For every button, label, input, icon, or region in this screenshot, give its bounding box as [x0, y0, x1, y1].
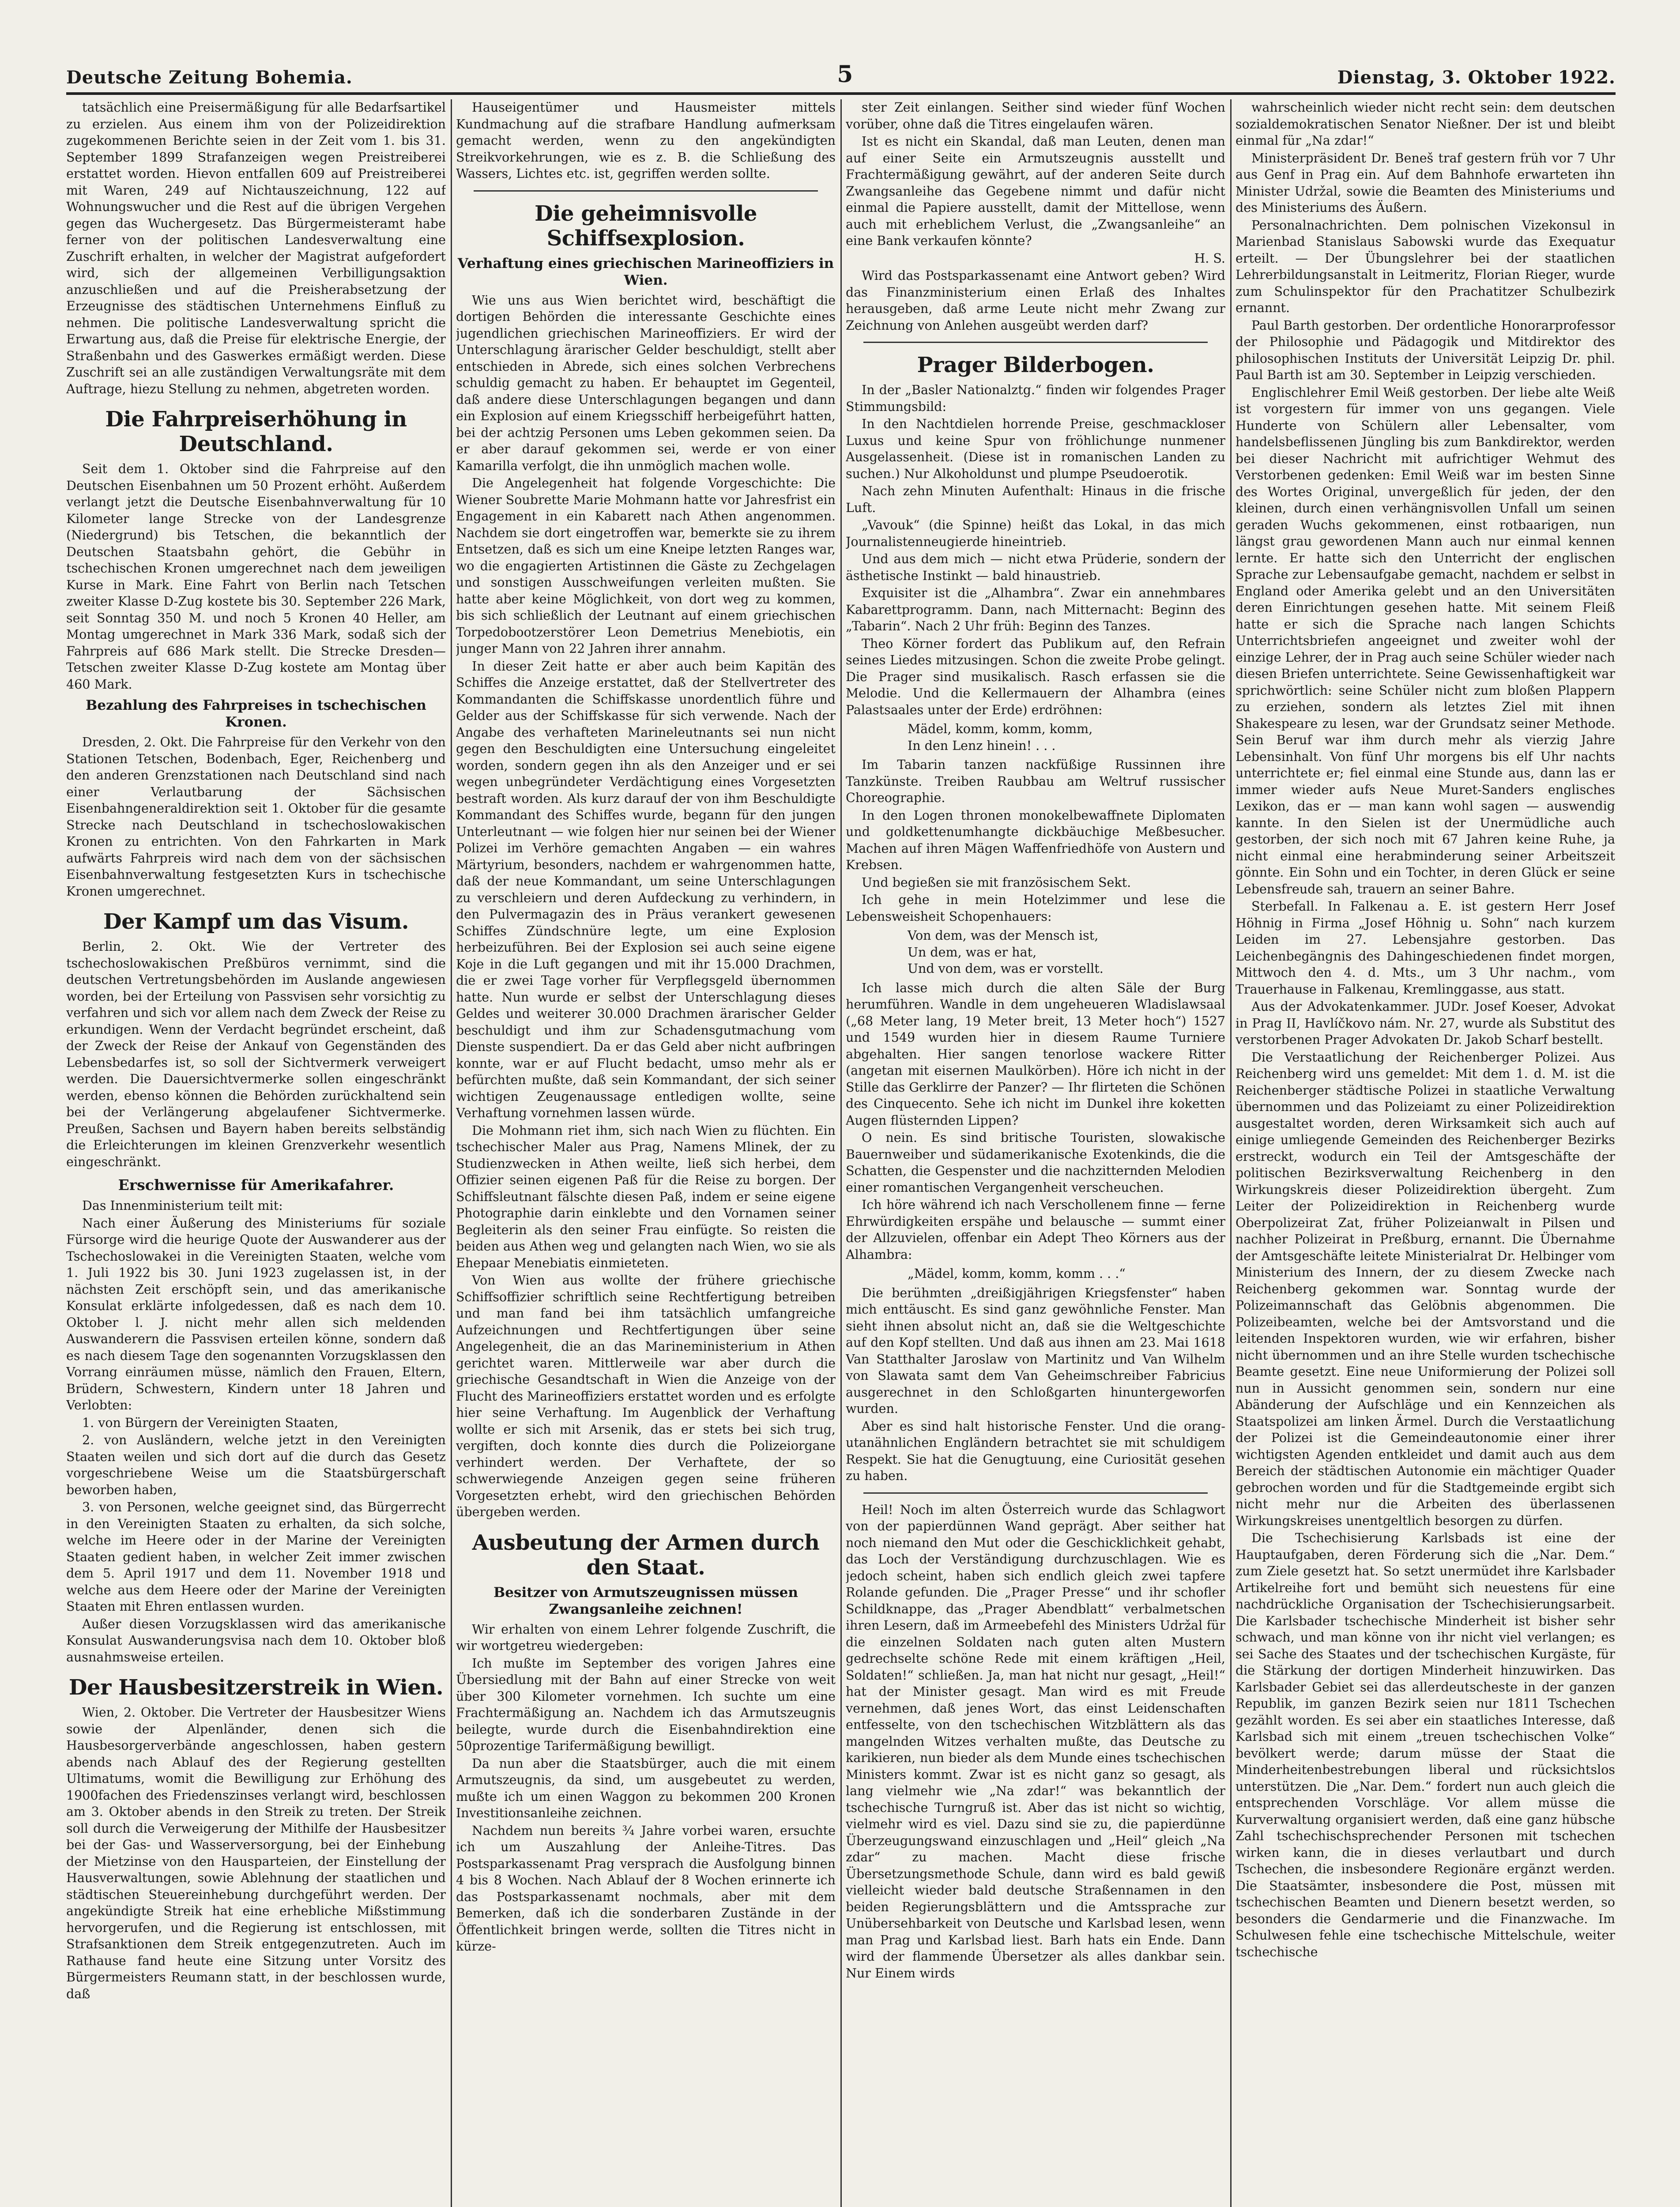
- article-paragraph: 2. von Ausländern, welche jetzt in den Vereinigten Staaten weilen und sich dort auf die durch das Gesetz vorgeschriebene Weise um die Staatsbürgerschaft beworben haben,: [66, 1433, 446, 1497]
- article-paragraph: Wird das Postsparkassenamt eine Antwort geben? Wird das Finanzministerium einen Erlaß des Inhaltes herausgeben, daß arme Leute nicht mehr Zwang zur Zeichnung von Anlehen ausgeübt werden darf?: [846, 268, 1225, 333]
- article-paragraph: wahrscheinlich wieder nicht recht sein: dem deutschen sozialdemokratischen Senator Nießner. Der ist und bleibt einmal für „Na zdar!“: [1236, 100, 1615, 148]
- article-paragraph: Nachdem nun bereits ¾ Jahre vorbei waren, ersuchte ich um Auszahlung der Anleihe-Titres. Das Postsparkassenamt Prag versprach die Ausfolgung binnen 4 bis 8 Wochen. Nach Ablauf der 8 Wochen erinnerte ich das Postsparkassenamt nochmals, aber mit dem Bemerken, daß ich die sonderbaren Zustände in der Öffentlichkeit bringen werde, sollten die Titres nicht in kürze-: [456, 1823, 836, 1954]
- news-item: Die Tschechisierung Karlsbads ist eine der Hauptaufgaben, deren Förderung sich die „Nar. Dem.“ zum Ziele gesetzt hat. So setzt unermüdet ihre Karlsbader Artikelreihe fort und bemüht sich neuestens für eine nachdrückliche Organisation der Tschechisierungsarbeit. Die Karlsbader tschechische Minderheit ist bisher sehr schwach, und man könne von ihr nicht viel verlangen; es sei Sache des Staates und der tschechischen Kurgäste, für die Stärkung der dortigen Minderheit hinzuwirken. Das Karlsbader Gebiet sei das allerdeutscheste in der ganzen Republik, im ganzen Bezirk seien nur 1811 Tschechen gezählt worden. Es sei aber ein staatliches Interesse, daß Karlsbad sich mit einem „treuen tschechischen Volke“ bevölkert werde; darum müsse der Staat die Minderheitenbestrebungen liberal und rücksichtslos unterstützen. Die „Nar. Dem.“ fordert nun auch gleich die entsprechenden Vorschläge. Vor allem müsse die Kurverwaltung organisiert werden, daß eine ganz hübsche Zahl tschechischsprechender Personen mit tschechen wirken kann, die in dieses verlautbart und durch Tschechen, die insbesondere Regionäre ergänzt werden. Die Staatsämter, insbesondere die Post, müssen mit tschechischen Beamten und Dienern besetzt werden, so besonders die Gendarmerie und die Finanzwache. Im Schulwesen fehle eine tschechische Mittelschule, weiter tschechische: [1236, 1531, 1615, 1959]
- news-item: Aus der Advokatenkammer. JUDr. Josef Koeser, Advokat in Prag II, Havlíčkovo nám. Nr. 27, wurde als Substitut des verstorbenen Prager Advokaten Dr. Jakob Scharf bestellt.: [1236, 999, 1615, 1047]
- article-paragraph: Heil! Noch im alten Österreich wurde das Schlagwort von der papierdünnen Wand geprägt. Aber seither hat noch niemand den Mut oder die Geschicklichkeit gehabt, das Loch der Verständigung durchzuschlagen. Wie es jedoch scheint, haben sich endlich gleich zwei tapfere Rolande gefunden. Die „Prager Presse“ und ihr schofler Schildknappe, das „Prager Abendblatt“ verbalmetschen ihren Lesern, daß im Armeebefehl des Ministers Udržal für die einzelnen Soldaten nach guten alten Mustern gedrechselte schöne Rede mit einem kräftigen „Heil, Soldaten!“ schließen. Ja, man hat nicht nur gesagt, „Heil!“ hat der Minister gesagt. Man wird es mit Freude vernehmen, daß jenes Wort, das einst Leidenschaften entfesselte, von den tschechischen Witzblättern als das mangelnden Witzes verhalten mußte, das Deutsche zu karikieren, nun bieder als dem Munde eines tschechischen Ministers kommt. Zwar ist es nicht ganz so gesagt, als lang vielmehr wie „Na zdar!“ was bekanntlich der tschechische Turngruß ist. Aber das ist nicht so wichtig, vielmehr wird es viel. Dazu sind sie zu, die papierdünne Überzeugungswand einzuschlagen und „Heil“ gleich „Na zdar“ zu machen. Macht diese frische Übersetzungsmethode Schule, dann wird es bald gewiß vielleicht wieder bald deutsche Straßennamen in den beiden Regierungsblättern und die Amtssprache zur Unübersehbarkeit von Deutsche und Karlsbad lesen, wenn man Prag und Karlsbad liest. Barh hats ein Ende. Dann wird der flammende Übersetzer als alles dankbar sein. Nur Einem wirds: [846, 1502, 1225, 1981]
- article-paragraph: Seit dem 1. Oktober sind die Fahrpreise auf den Deutschen Eisenbahnen um 50 Prozent erhöht. Außerdem verlangt jetzt die Deutsche Eisenbahnverwaltung für 10 Kilometer lange Strecke von der Landesgrenze (Niedergrund) bis Tetschen, die bekanntlich der Deutschen Staatsbahn gehört, die Gebühr in tschechischen Kronen umgerechnet nach dem jeweiligen Kurse in Mark. Eine Fahrt von Berlin nach Tetschen zweiter Klasse D-Zug kostete bis 30. September 226 Mark, seit Sonntag 350 M. und noch 5 Kronen 40 Heller, am Montag umgerechnet in Mark 336 Mark, sodaß sich der Fahrpreis auf 686 Mark stellt. Die Strecke Dresden—Tetschen zweiter Klasse D-Zug kostete am Montag über 460 Mark.: [66, 462, 446, 692]
- news-item: Ministerpräsident Dr. Beneš traf gestern früh vor 7 Uhr aus Genf in Prag ein. Auf dem Bahnhofe erwarteten ihn Minister Udržal, sowie die Beamten des Ministeriums und des Ministeriums des Äußern.: [1236, 151, 1615, 215]
- article-paragraph: Ich gehe in mein Hotelzimmer und lese die Lebensweisheit Schopenhauers:: [846, 893, 1225, 924]
- article-paragraph: Von Wien aus wollte der frühere griechische Schiffsoffizier schriftlich seine Rechtfertigung betreiben und man fand bei ihm tatsächlich umfangreiche Aufzeichnungen und Rechtfertigungen über seine Angelegenheit, die an das Marineministerium in Athen gerichtet waren. Mittlerweile war aber durch die griechische Gesandtschaft in Wien die Anzeige von der Flucht des Marineoffiziers erstattet worden und es erfolgte hier seine Verhaftung. Im Augenblick der Verhaftung wollte er sich mit Arsenik, das er stets bei sich trug, vergiften, doch konnte dies durch die Polizeiorgane verhindert werden. Der Verhaftete, der so schwerwiegende Anzeigen gegen seine früheren Vorgesetzten erhebt, wird den griechischen Behörden übergeben werden.: [456, 1273, 836, 1519]
- article-paragraph: Theo Körner fordert das Publikum auf, den Refrain seines Liedes mitzusingen. Schon die zweite Probe gelingt. Die Prager sind musikalisch. Rasch erfassen sie die Melodie. Und die Kellermauern der Alhambra (eines Palastsaales unter der Erde) erdröhnen:: [846, 636, 1225, 717]
- column-3: [846, 99, 1225, 2207]
- column-4: [1236, 99, 1615, 2207]
- article-columns: [66, 99, 1616, 2207]
- column-1: [66, 99, 446, 2207]
- article-paragraph: tatsächlich eine Preisermäßigung für alle Bedarfsartikel zu erzielen. Aus einem ihm von der Polizeidirektion zugekommenen Berichte seien in der Zeit vom 1. bis 31. September 1899 Strafanzeigen wegen Preistreiberei erstattet worden. Hievon entfallen 609 auf Preistreiberei mit Waren, 249 auf Nichtauszeichnung, 122 auf Wohnungswucher und die Rest auf die übrigen Vergehen gegen das Wuchergesetz. Das Bürgermeisteramt habe ferner von der politischen Landesverwaltung eine Zuschrift erhalten, in welcher der Magistrat aufgefordert wird, sich der allgemeinen Verbilligungsaktion anzuschließen und auf die Preisherabsetzung der Erzeugnisse des städtischen Unternehmens Einfluß zu nehmen. Die politische Landesverwaltung spricht die Erwartung aus, daß die Preise für elektrische Energie, der Straßenbahn und des Gaswerkes ermäßigt werden. Diese Zuschrift sei an alle zuständigen Verwaltungsräte mit dem Auftrage, hiezu Stellung zu nehmen, abgetreten worden.: [66, 100, 446, 396]
- article-paragraph: Ich höre während ich nach Verschollenem finne — ferne Ehrwürdigkeiten erspähe und belausche — summt einer der Allzuvielen, offenbar ein Adept Theo Körners aus der Alhambra:: [846, 1198, 1225, 1262]
- article-paragraph: Wie uns aus Wien berichtet wird, beschäftigt die dortigen Behörden die interessante Geschichte eines jugendlichen griechischen Marineoffiziers. Er wird der Unterschlagung ärarischer Gelder beschuldigt, stellt aber entschieden in Abrede, sich eines solchen Verbrechens schuldig gemacht zu haben. Er behauptet im Gegenteil, daß andere diese Unterschlagungen begangen und dann ein Explosion auf einem Kriegsschiff herbeigeführt hatten, bei der achtzig Personen ums Leben gekommen seien. Da er aber darauf gekommen sei, werde er von einer Kamarilla verfolgt, die ihn unmöglich machen wolle.: [456, 293, 836, 473]
- page-number: 5: [837, 61, 853, 88]
- article-paragraph: Die Angelegenheit hat folgende Vorgeschichte: Die Wiener Soubrette Marie Mohmann hatte vor Jahresfrist ein Engagement in ein Kabarett nach Athen angenommen. Nachdem sie dort eingetroffen war, bemerkte sie zu ihrem Entsetzen, daß es sich um eine Kneipe letzten Ranges war, wo die engagierten Artistinnen die Gäste zu Zechgelagen und sonstigen Ausschweifungen verleiten mußten. Sie hatte aber keine Möglichkeit, von dort weg zu kommen, bis sich schließlich der Leutnant auf einem griechischen Torpedobootzerstörer Leon Demetrius Menebiotis, ein junger Mann von 22 Jahren ihrer annahm.: [456, 476, 836, 656]
- article-paragraph: In dieser Zeit hatte er aber auch beim Kapitän des Schiffes die Anzeige erstattet, daß der Stellvertreter des Kommandanten die Schiffskasse unordentlich führe und Gelder aus der Schiffskasse für sich verwende. Nach der Angabe des verhafteten Marineleutnants sei nun nicht gegen den Beschuldigten eine Untersuchung eingeleitet worden, sondern gegen ihn als den Anzeiger und er sei wegen unbegründeter Verdächtigung eines Vorgesetzten bestraft worden. Als kurz darauf der von ihm Beschuldigte Kommandant des Schiffes wurde, begann für den jungen Unterleutnant — wie folgen hier nur seinen bei der Wiener Polizei im Verhöre gemachten Angaben — ein wahres Märtyrium, besonders, nachdem er wahrgenommen hatte, daß der neue Kommandant, um seine Unterschlagungen zu verschleiern und deren Aufdeckung zu verhindern, in den Pulvermagazin des in Präus verankert gewesenen Schiffes Zündschnüre legte, um eine Explosion herbeizuführen. Bei der Explosion sei auch seine eigene Koje in die Luft gegangen und mit ihr 15.000 Drachmen, die er zwei Tage vorher für Verpflegsgeld übernommen hatte. Nun wurde er selbst der Unterschlagung dieses Geldes und weiterer 30.000 Drachmen ärarischer Gelder beschuldigt und ihm zur Schadensgutmachung vom Dienste suspendiert. Da er das Geld aber nicht aufbringen konnte, war er auf Flucht bedacht, umso mehr als er befürchten mußte, daß sein Kommandant, der sich seiner wichtigen Zeugenaussage entledigen wollte, seine Verhaftung vornehmen lassen würde.: [456, 659, 836, 1120]
- column-rule: [840, 99, 842, 2207]
- article-separator: [863, 342, 1208, 343]
- article-headline: Erschwernisse für Amerikafahrer.: [118, 1176, 394, 1194]
- article-separator: [474, 190, 818, 192]
- issue-date: Dienstag, 3. Oktober 1922.: [1337, 67, 1616, 88]
- article-headline: Die Fahrpreiserhöhung in Deutschland.: [105, 407, 407, 456]
- article-paragraph: Hauseigentümer und Hausmeister mittels Kundmachung auf die strafbare Handlung aufmerksam gemacht werden, wenn zu den angekündigten Streikvorkehrungen, wie es z. B. die Schließung des Wassers, Lichtes etc. ist, gegriffen werden sollte.: [456, 100, 836, 181]
- article-subheadline: Besitzer von Armutszeugnissen müssen Zwangsanleihe zeichnen!: [493, 1584, 798, 1617]
- article-paragraph: Die Mohmann riet ihm, sich nach Wien zu flüchten. Ein tschechischer Maler aus Prag, Namens Mlinek, der zu Studienzwecken in Athen weilte, ließ sich herbei, dem Offizier seinen eigenen Paß für die Reise zu borgen. Der Schiffsleutnant fälschte diesen Paß, indem er seine eigene Photographie darin einklebte und den Vornamen seiner Begleiterin als den seiner Frau einfügte. So reisten die beiden aus Athen weg und gelangten nach Wien, wo sie als Ehepaar Menebiatis einmieteten.: [456, 1123, 836, 1270]
- article-paragraph: „Vavouk“ (die Spinne) heißt das Lokal, in das mich Journalistenneugierde hineintrieb.: [846, 518, 1225, 549]
- article-paragraph: Ich mußte im September des vorigen Jahres eine Übersiedlung mit der Bahn auf einer Strecke von weit über 300 Kilometer vornehmen. Ich suchte um eine Frachtermäßigung an. Nachdem ich das Armutszeugnis beilegte, wurde durch die Eisenbahndirektion eine 50prozentige Tarifermäßigung bewilligt.: [456, 1656, 836, 1753]
- quote-verse: Von dem, was der Mensch ist, Un dem, was er hat, Und von dem, was er vorstellt.: [908, 928, 1104, 976]
- news-item: Paul Barth gestorben. Der ordentliche Honorarprofessor der Philosophie und Pädagogik und Mitdirektor des philosophischen Instituts der Universität Leipzig Dr. phil. Paul Barth ist am 30. September in Leipzig verschieden.: [1236, 318, 1615, 382]
- article-paragraph: ster Zeit einlangen. Seither sind wieder fünf Wochen vorüber, ohne daß die Titres eingelaufen wären.: [846, 100, 1225, 132]
- article-headline: Der Kampf um das Visum.: [103, 909, 409, 934]
- article-paragraph: Die berühmten „dreißigjährigen Kriegsfenster“ haben mich enttäuscht. Es sind ganz gewöhnliche Fenster. Man sieht ihnen absolut nicht an, daß sie die Weltgeschichte auf den Kopf stellten. Und daß aus ihnen am 23. Mai 1618 Van Statthalter Jaroslaw von Martinitz und Van Wilhelm von Slawata samt dem Van Geheimschreiber Fabricius ausgerechnet in den Schloßgarten hinuntergeworfen wurden.: [846, 1285, 1225, 1416]
- article-headline: Die geheimnisvolle Schiffsexplosion.: [535, 201, 757, 251]
- article-headline: Der Hausbesitzerstreik in Wien.: [68, 1675, 444, 1700]
- article-paragraph: Im Tabarin tanzen nackfüßige Russinnen ihre Tanzkünste. Treiben Raubbau am Weltruf russischer Choreographie.: [846, 757, 1225, 805]
- article-paragraph: Nach einer Äußerung des Ministeriums für soziale Fürsorge wird die heurige Quote der Auswanderer aus der Tschechoslowakei in die Vereinigten Staaten, welche vom 1. Juli 1922 bis 30. Juni 1923 zugelassen ist, in der nächsten Zeit erschöpft sein, und das amerikanische Konsulat erklärte infolgedessen, daß es nach dem 10. Oktober l. J. nicht mehr allen sich meldenden Auswanderern die Passvisen erteilen könne, sondern daß es nach diesem Tage den sogenannten Vorzugsklassen den Vorrang einräumen müsse, nämlich den Frauen, Eltern, Brüdern, Schwestern, Kindern unter 18 Jahren und Verlobten:: [66, 1216, 446, 1412]
- article-paragraph: Aber es sind halt historische Fenster. Und die orang-utanähnlichen Engländern betrachtet sie mit schuldigem Respekt. Sie hat die Genugtuung, eine Curiosität gesehen zu haben.: [846, 1419, 1225, 1483]
- article-separator: [863, 1492, 1208, 1494]
- news-item: Englischlehrer Emil Weiß gestorben. Der liebe alte Weiß ist vorgestern für immer von uns gegangen. Viele Hunderte von Schülern aller Lebensalter, vom handelsbeflissenen Jüngling bis zum Bankdirektor, werden bei dieser Nachricht mit aufrichtiger Wehmut des Verstorbenen gedenken: Emil Weiß war im besten Sinne des Wortes Original, unvergeßlich für jeden, der den kleinen, durch einen verhängnisvollen Unfall um seinen geraden Wuchs gekommenen, einst rotbaarigen, nun längst grau gewordenen Mann auch nur einmal kennen lernte. Er hatte sich den Unterricht der englischen Sprache zur Lebensaufgabe gemacht, nachdem er selbst in England oder Amerika gelebt und an den Universitäten deren Einrichtungen gesehen hatte. Mit seinem Fleiß hatte er sich die Sprache nach langen Schichts Unterrichtsbriefen angeeignet und zweiter wohl der einzige Lehrer, der in Prag auch seine Schüler wieder nach diesen Briefen unterrichtete. Seine Gewissenhaftigkeit war sprichwörtlich: seine Schüler nicht zum bloßen Plappern zu erziehen, sondern als letztes Ziel mit ihnen Shakespeare zu lesen, war der Grundsatz seiner Methode. Sein Beruf war ihm durch mehr als vierzig Jahre Lebensinhalt. Von fünf Uhr morgens bis elf Uhr nachts unterrichtete er; fiel einmal eine Stunde aus, dann las er immer wieder aufs Neue Muret-Sanders englisches Lexikon, das er — man kann wohl sagen — auswendig kannte. In den Sielen ist der Unermüdliche auch gestorben, der sich noch mit 67 Jahren keine Ruhe, ja nicht einmal eine herabminderung seiner Arbeitszeit gönnte. Ein Sohn und ein Tochter, in deren Glück er seine Lebensfreude sah, trauern an seiner Bahre.: [1236, 385, 1615, 896]
- column-rule: [1230, 99, 1232, 2207]
- article-paragraph: Und begießen sie mit französischem Sekt.: [862, 875, 1131, 890]
- article-paragraph: 1. von Bürgern der Vereinigten Staaten,: [82, 1415, 339, 1430]
- column-rule: [451, 99, 452, 2207]
- article-paragraph: 3. von Personen, welche geeignet sind, das Bürgerrecht in den Vereinigten Staaten zu erhalten, da sich solche, welche im Heere oder in der Marine der Vereinigten Staaten gedient haben, in welcher Zeit immer zwischen dem 5. April 1917 und dem 11. November 1918 und welche aus dem Heere oder der Marine der Vereinigten Staaten mit Ehren entlassen wurden.: [66, 1500, 446, 1614]
- article-paragraph: Berlin, 2. Okt. Wie der Vertreter des tschechoslowakischen Preßbüros vernimmt, sind die deutschen Vertretungsbehörden im Auslande angewiesen worden, bei der Erteilung von Passvisen sehr vorsichtig zu verfahren und sich vor allem nach dem Zweck der Reise zu erkundigen. Wenn der Verdacht begründet erscheint, daß der Zweck der Reise der Ankauf von Gegenständen des Lebensbedarfes ist, so soll der Sichtvermerk verweigert werden. Die Dauersichtvermerke sollen eingeschränkt werden, ebenso können die Behörden zurückhaltend sein bei der Verlängerung abgelaufener Sichtvermerke. Preußen, Sachsen und Bayern haben bereits selbständig die Erleichterungen im kleinen Grenzverkehr wesentlich eingeschränkt.: [66, 939, 446, 1169]
- article-headline: Prager Bilderbogen.: [917, 353, 1154, 377]
- article-paragraph: Das Innenministerium teilt mit:: [82, 1198, 283, 1213]
- article-paragraph: In den Logen thronen monokelbewaffnete Diplomaten und goldkettenumhangte dickbäuchige Meßbesucher. Machen auf ihren Mägen Waffenfriedhöfe von Austern und Krebsen.: [846, 808, 1225, 872]
- article-paragraph: In der „Basler Nationalztg.“ finden wir folgendes Prager Stimmungsbild:: [846, 383, 1225, 414]
- column-2: [456, 99, 836, 2207]
- news-item: Personalnachrichten. Dem polnischen Vizekonsul in Marienbad Stanislaus Sabowski wurde das Exequatur erteilt. — Der Übungslehrer bei der staatlichen Lehrerbildungsanstalt in Leitmeritz, Florian Rieger, wurde zum Schulinspektor für den Prachatitzer Schulbezirk ernannt.: [1236, 218, 1615, 315]
- page-header: [66, 55, 1616, 95]
- article-paragraph: Und aus dem mich — nicht etwa Prüderie, sondern der ästhetische Instinkt — bald hinaustrieb.: [846, 552, 1225, 583]
- article-paragraph: Nach zehn Minuten Aufenthalt: Hinaus in die frische Luft.: [846, 484, 1225, 515]
- article-paragraph: Da nun aber die Staatsbürger, auch die mit einem Armutszeugnis, da sind, um ausgebeutet zu werden, mußte ich um einen Waggon zu bekommen 200 Kronen Investitionsanleihe zeichnen.: [456, 1756, 836, 1820]
- article-paragraph: Exquisiter ist die „Alhambra“. Zwar ein annehmbares Kabarettprogramm. Dann, nach Mitternacht: Beginn des „Tabarin“. Nach 2 Uhr früh: Beginn des Tanzes.: [846, 586, 1225, 633]
- article-subheadline: Verhaftung eines griechischen Marineoffiziers in Wien.: [457, 255, 834, 288]
- article-paragraph: Wien, 2. Oktober. Die Vertreter der Hausbesitzer Wiens sowie der Alpenländer, denen sich die Hausbesorgerverbände angeschlossen, haben gestern abends nach Ablauf des der Regierung gestellten Ultimatums, womit die Bewilligung zur Erhöhung des 1900fachen des Friedenszinses verlangt wird, beschlossen am 3. Oktober abends in den Streik zu treten. Der Streik soll durch die Verweigerung der Mithilfe der Hausbesitzer bei der Gas- und Wasserversorgung, bei der Einhebung der Mietzinse von den Hausparteien, der Einstellung der Hausverwaltungen, sowie Ablehnung der staatlichen und städtischen Steuereinhebung durchgeführt werden. Der angekündigte Streik hat eine erhebliche Mißstimmung hervorgerufen, und die Regierung ist entschlossen, mit Strafsanktionen dem Streik entgegenzutreten. Auch im Rathause fand heute eine Sitzung unter Vorsitz des Bürgermeisters Reumann statt, in der beschlossen wurde, daß: [66, 1705, 446, 2001]
- author-signature: H. S.: [1194, 251, 1225, 266]
- article-paragraph: Außer diesen Vorzugsklassen wird das amerikanische Konsulat Auswanderungsvisa nach dem 10. Oktober bloß ausnahmsweise erteilen.: [66, 1616, 446, 1665]
- newspaper-name: Deutsche Zeitung Bohemia.: [66, 67, 353, 88]
- article-paragraph: Dresden, 2. Okt. Die Fahrpreise für den Verkehr von den Stationen Tetschen, Bodenbach, Eger, Reichenberg und den anderen Grenzstationen nach Deutschland sind nach einer Verlautbarung der Sächsischen Eisenbahngeneraldirektion seit 1. Oktober für die gesamte Strecke nach Deutschland in tschechoslowakischen Kronen zu entrichten. Von den Fahrkarten in Mark aufwärts Fahrpreis wird nach dem von der sächsischen Eisenbahnverwaltung festgesetzten Kurs in tschechische Kronen umgerechnet.: [66, 735, 446, 899]
- article-subheadline: Bezahlung des Fahrpreises in tschechischen Kronen.: [86, 697, 426, 730]
- article-paragraph: In den Nachtdielen horrende Preise, geschmackloser Luxus und keine Spur von fröhlichunge nunmener Ausgelassenheit. (Diese ist in romanischen Landen zu suchen.) Nur Alkoholdunst und plumpe Pseudoerotik.: [846, 417, 1225, 481]
- article-paragraph: O nein. Es sind britische Touristen, slowakische Bauernweiber und südamerikanische Exotenkinds, die die Schatten, die Gespenster und die nachzitternden Melodien einer romantischen Vergangenheit verscheuchen.: [846, 1130, 1225, 1195]
- article-paragraph: Ich lasse mich durch die alten Säle der Burg herumführen. Wandle in dem ungeheueren Wladislawsaal („68 Meter lang, 19 Meter breit, 13 Meter hoch“) 1527 und 1549 wurden hier in diesem Raume Turniere abgehalten. Hier sangen tenorlose wackere Ritter (angetan mit eisernen Maulkörben). Höre ich nicht in der Stille das Gerklirre der Panzer? — Ihr flirteten die Schönen des Cinquecento. Sehe ich nicht im Dunkel ihre koketten Augen flüsternden Lippen?: [846, 980, 1225, 1128]
- article-paragraph: Wir erhalten von einem Lehrer folgende Zuschrift, die wir wortgetreu wiedergeben:: [456, 1622, 836, 1653]
- song-verse: „Mädel, komm, komm, komm . . .“: [908, 1266, 1126, 1281]
- song-verse: Mädel, komm, komm, komm, In den Lenz hinein! . . .: [908, 722, 1093, 753]
- article-paragraph: Ist es nicht ein Skandal, daß man Leuten, denen man auf einer Seite ein Armutszeugnis ausstellt und Frachtermäßigung gewährt, auf der anderen Seite durch Zwangsanleihe das Gegebene nimmt und dafür nicht einmal die Papiere ausstellt, damit der Mittellose, wenn auch mit erheblichem Verlust, die „Zwangsanleihe“ an eine Bank verkaufen könnte?: [846, 134, 1225, 248]
- article-headline: Ausbeutung der Armen durch den Staat.: [472, 1530, 820, 1580]
- news-item: Sterbefall. In Falkenau a. E. ist gestern Herr Josef Höhnig in Firma „Josef Höhnig u. Sohn“ nach kurzem Leiden im 27. Lebensjahre gestorben. Das Leichenbegängnis des Dahingeschiedenen findet morgen, Mittwoch den 4. d. Mts., um 3 Uhr nachm., vom Trauerhause in Falkenau, Kremlinggasse, aus statt.: [1236, 899, 1615, 997]
- news-item: Die Verstaatlichung der Reichenberger Polizei. Aus Reichenberg wird uns gemeldet: Mit dem 1. d. M. ist die Reichenberger städtische Polizei in staatliche Verwaltung übernommen und das Polizeiamt zu einer Polizeidirektion ausgestaltet worden, deren Wirksamkeit sich auch auf einige umliegende Gemeinden des Reichenberger Bezirks erstreckt, wodurch ein Teil der Amtsgeschäfte der politischen Bezirksverwaltung Reichenberg in den Wirkungskreis dieser Polizeidirektion übergeht. Zum Leiter der Polizeidirektion in Reichenberg wurde Oberpolizeirat Zat, früher Polizeianwalt in Pilsen und nachher Polizeirat in Preßburg, ernannt. Die Übernahme der Amtsgeschäfte leitete Ministerialrat Dr. Helbinger vom Ministerium des Innern, der zu diesem Zwecke nach Reichenberg gekommen war. Sonntag wurde der Polizeimannschaft das Gelöbnis abgenommen. Die Polizeibeamten, welche bei der Amtsvorstand und die leitenden Inspektoren wurden, wie wir erfahren, bisher nicht übernommen und an ihre Stelle wurden tschechische Beamte gesetzt. Eine neue Uniformierung der Polizei soll nun in Aussicht genommen sein, sondern nur eine Abänderung der Aufschläge und ein Kennzeichen als Staatspolizei am linken Ärmel. Durch die Verstaatlichung der Polizei ist die Gemeindeautonomie einer ihrer wichtigsten Agenden entkleidet und damit auch aus dem Bereich der städtischen Autonomie ein mächtiger Quader gebrochen worden und für die Stadtgemeinde ergibt sich nicht mehr nur die Arbeiten des überlassenen Wirkungskreises unentgeltlich besorgen zu dürfen.: [1236, 1050, 1615, 1528]
